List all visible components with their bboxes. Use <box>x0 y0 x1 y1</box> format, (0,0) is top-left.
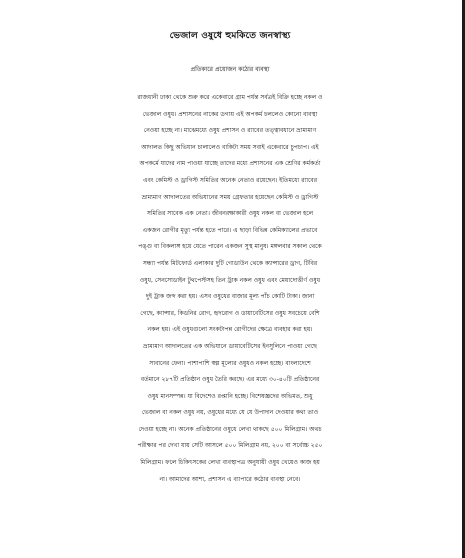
body-line: এবং কেমিস্ট ও ড্রাগিস্ট সমিতির অনেক নেতাও রয়েছেন। ইতিমধ্যে র‍্যাবের <box>142 176 318 184</box>
body-line: নেওয়া হচ্ছে না। মাঝেমধ্যে ওষুধ প্রশাসন ও র‍্যাবের তত্ত্বাবধানে ভ্রাম্যমাণ <box>143 127 317 135</box>
body-line: রাজধানী ঢাকা থেকে শুরু করে একেবারে গ্রাম পর্যন্ত সর্বত্রই বিক্রি হচ্ছে নকল ও <box>137 94 323 101</box>
body-line: ভেজাল বা নকল ওষুধ নয়, ওষুধের মধ্যে যে যে উপাদান দেওয়ার কথা তাও <box>141 409 319 417</box>
body-line: সাবানের ফেনা। পাশাপাশি স্বল্প মূল্যের ওষুধও নকল হচ্ছে। বাংলাদেশে <box>149 359 311 367</box>
headline: ভেজাল ওষুধে হুমকিতে জনস্বাস্থ্য <box>169 31 291 41</box>
body-line: ওষুধ, সেনসোডাইন টুথপেস্টসহ তিন ট্রাক নকল ওষুধ এবং মেয়াদোত্তীর্ণ ওষুধ <box>139 276 321 284</box>
subheadline: প্রতিকারে প্রয়োজন কঠোর ব্যবস্থা <box>190 66 270 73</box>
article-body <box>6 90 454 488</box>
body-line: মিলিগ্রাম। ফলে চিকিৎসকের লেখা ব্যবস্থাপত্র অনুযায়ী ওষুধ খেয়েও কাজ হয় <box>140 459 320 467</box>
body-line: পঙ্গু বা বিকলাঙ্গ হয়ে যেতে পারেন একজন সুস্থ মানুষ। মঙ্গলবার সকাল থেকে <box>138 243 322 251</box>
body-line: না। আমাদের আশা, প্রশাসন এ ব্যাপারে কঠোর ব্যবস্থা নেবে। <box>159 475 301 483</box>
body-line: সন্ধ্যা পর্যন্ত মিটফোর্ড এলাকার দুটি গোডাউন থেকে ক্যান্সারের ড্রাগ, টিবির <box>142 259 318 267</box>
body-line: দুই ট্রাক জব্দ করা হয়। এসব ওষুধের বাজার মূল্য পাঁচ কোটি টাকা। জানা <box>145 293 315 301</box>
body-line: একজন রোগীর মৃত্যু পর্যন্ত হতে পারে। এ ছাড়া বিভিন্ন কেমিক্যালের প্রভাবে <box>142 226 318 234</box>
body-line: নকল হয়। এই ওষুধগুলো সংকটাপন্ন রোগীদের ক্ষেত্রে ব্যবহার করা হয়। <box>147 326 313 334</box>
body-line: দেওয়া হচ্ছে না। অনেক প্রতিষ্ঠানের ওষুধে লেখা থাকছে ৫০০ মিলিগ্রাম। অথচ <box>138 425 322 433</box>
body-line: ওষুধ মানসম্পন্ন। যা বিদেশেও রপ্তানি হচ্ছে। বিশেষজ্ঞদের অভিমত, শুধু <box>147 392 313 400</box>
body-line: ভ্রাম্যমাণ আদালতের অভিযানের সময় গ্রেফতার হয়েছেন কেমিস্ট ও ড্রাগিস্ট <box>141 193 319 201</box>
body-line: বর্তমানে ২৮৭টি প্রতিষ্ঠান ওষুধ তৈরি করছে। এর মধ্যে ৩০-৪০টি প্রতিষ্ঠানের <box>140 376 320 384</box>
body-line: পরীক্ষার পর দেখা যায় সেটি আসলে ৫০০ মিলিগ্রাম নয়, ২০০ বা সর্বোচ্চ ২৫০ <box>137 442 323 450</box>
body-line: গেছে, ক্যান্সার, কিডনির রোগ, হৃদরোগ ও ডায়াবেটিসের ওষুধ সবচেয়ে বেশি <box>140 309 320 317</box>
body-line: আদালত কিছু অভিযান চালালেও বাকিটা সময় সবাই একেবারে চুপচাপ। এই <box>141 143 319 151</box>
body-line: সমিতির সাবেক এক নেতা। জীবনরক্ষাকারী ওষুধ নকল বা ভেজাল হলে <box>146 210 314 218</box>
body-line: ভেজাল ওষুধ। প্রশাসনের নাকের ডগায় এই অপকর্ম চললেও কোনো ব্যবস্থা <box>142 110 318 118</box>
body-line: ভ্রাম্যমাণ আদালতের এক অভিযানে ডায়াবেটিসের ইনসুলিনে পাওয়া গেছে <box>143 342 317 350</box>
body-line: অপকর্মে যাদের নাম পাওয়া যাচ্ছে তাদের মধ্যে প্রশাসনের এক শ্রেণির কর্মকর্তা <box>139 160 321 168</box>
